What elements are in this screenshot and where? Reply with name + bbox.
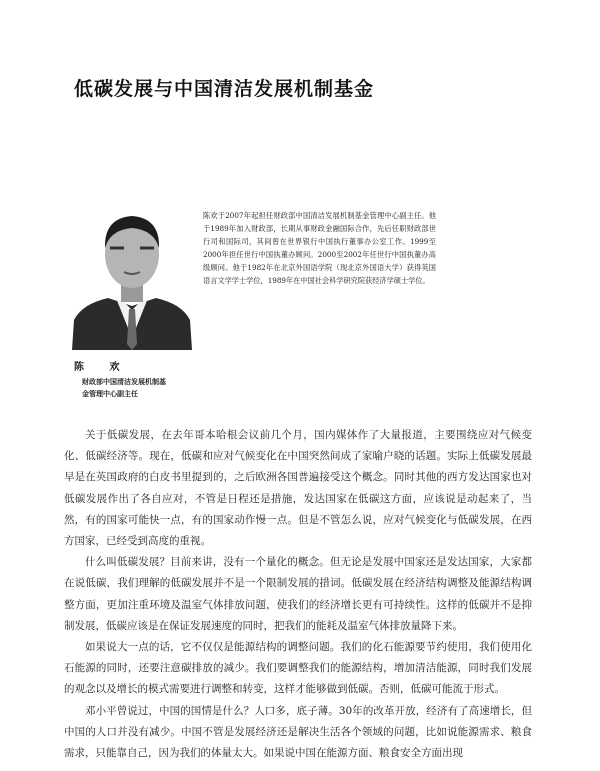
author-bio: 陈欢于2007年起担任财政部中国清洁发展机制基金管理中心副主任。他于1989年加入财政部，长期从事财政金融国际合作，先后任职财政部世行司和国际司，其间曾在世界银行中国执行董事办公室工作。1999至2000年担任世行中国执董办顾问。2000至2002年任世行中国执董办高级顾问。他于1982年在北京外国语学院（现北京外国语大学）获得英国语言文学学士学位，1989年在中国社会科学研究院获经济学硕士学位。: [203, 211, 436, 286]
body-paragraph: 邓小平曾说过，中国的国情是什么？人口多，底子薄。30年的改革开放，经济有了高速增长，但中国的人口并没有减少。中国不管是发展经济还是解决生活各个领域的问题，比如说能源需求、粮食需求，只能靠自己，因为我们的体量太大。如果说中国在能源方面、粮食安全方面出现: [64, 704, 532, 760]
author-role-line: 财政部中国清洁发展机制基: [82, 378, 166, 386]
author-photo: [68, 198, 196, 350]
author-name: 陈 欢: [74, 362, 131, 373]
body-paragraph: 什么叫低碳发展？目前来讲，没有一个量化的概念。但无论是发展中国家还是发达国家，大家都在说低碳，我们理解的低碳发展并不是一个限制发展的措词。低碳发展在经济结构调整及能源结构调整方面，更加注重环境及温室气体排放问题，使我们的经济增长更有可持续性。这样的低碳并不是抑制发展，低碳应该是在保证发展速度的同时，把我们的能耗及温室气体排放量降下来。: [64, 556, 532, 632]
body-paragraph: 关于低碳发展，在去年哥本哈根会议前几个月，国内媒体作了大量报道，主要围绕应对气候变化、低碳经济等。现在，低碳和应对气候变化在中国突然间成了家喻户晓的话题。实际上低碳发展最早是在英国政府的白皮书里提到的，之后欧洲各国普遍接受这个概念。同时其他的西方发达国家也对低碳发展作出了各自应对，不管是日程还是措施，发达国家在低碳这方面，应该说是动起来了，当然，有的国家可能快一点，有的国家动作慢一点。但是不管怎么说，应对气候变化与低碳发展，在西方国家，已经受到高度的重视。: [64, 429, 532, 548]
article-body: [64, 425, 532, 764]
article-title: 低碳发展与中国清洁发展机制基金: [74, 78, 375, 100]
author-role: [82, 376, 166, 400]
author-role-line: 金管理中心副主任: [82, 390, 138, 398]
body-paragraph: 如果说大一点的话，它不仅仅是能源结构的调整问题。我们的化石能源要节约使用，我们使用化石能源的同时，还要注意碳排放的减少。我们要调整我们的能源结构，增加清洁能源，同时我们发展的观念以及增长的模式需要进行调整和转变，这样才能够做到低碳。否则，低碳可能流于形式。: [64, 641, 532, 696]
